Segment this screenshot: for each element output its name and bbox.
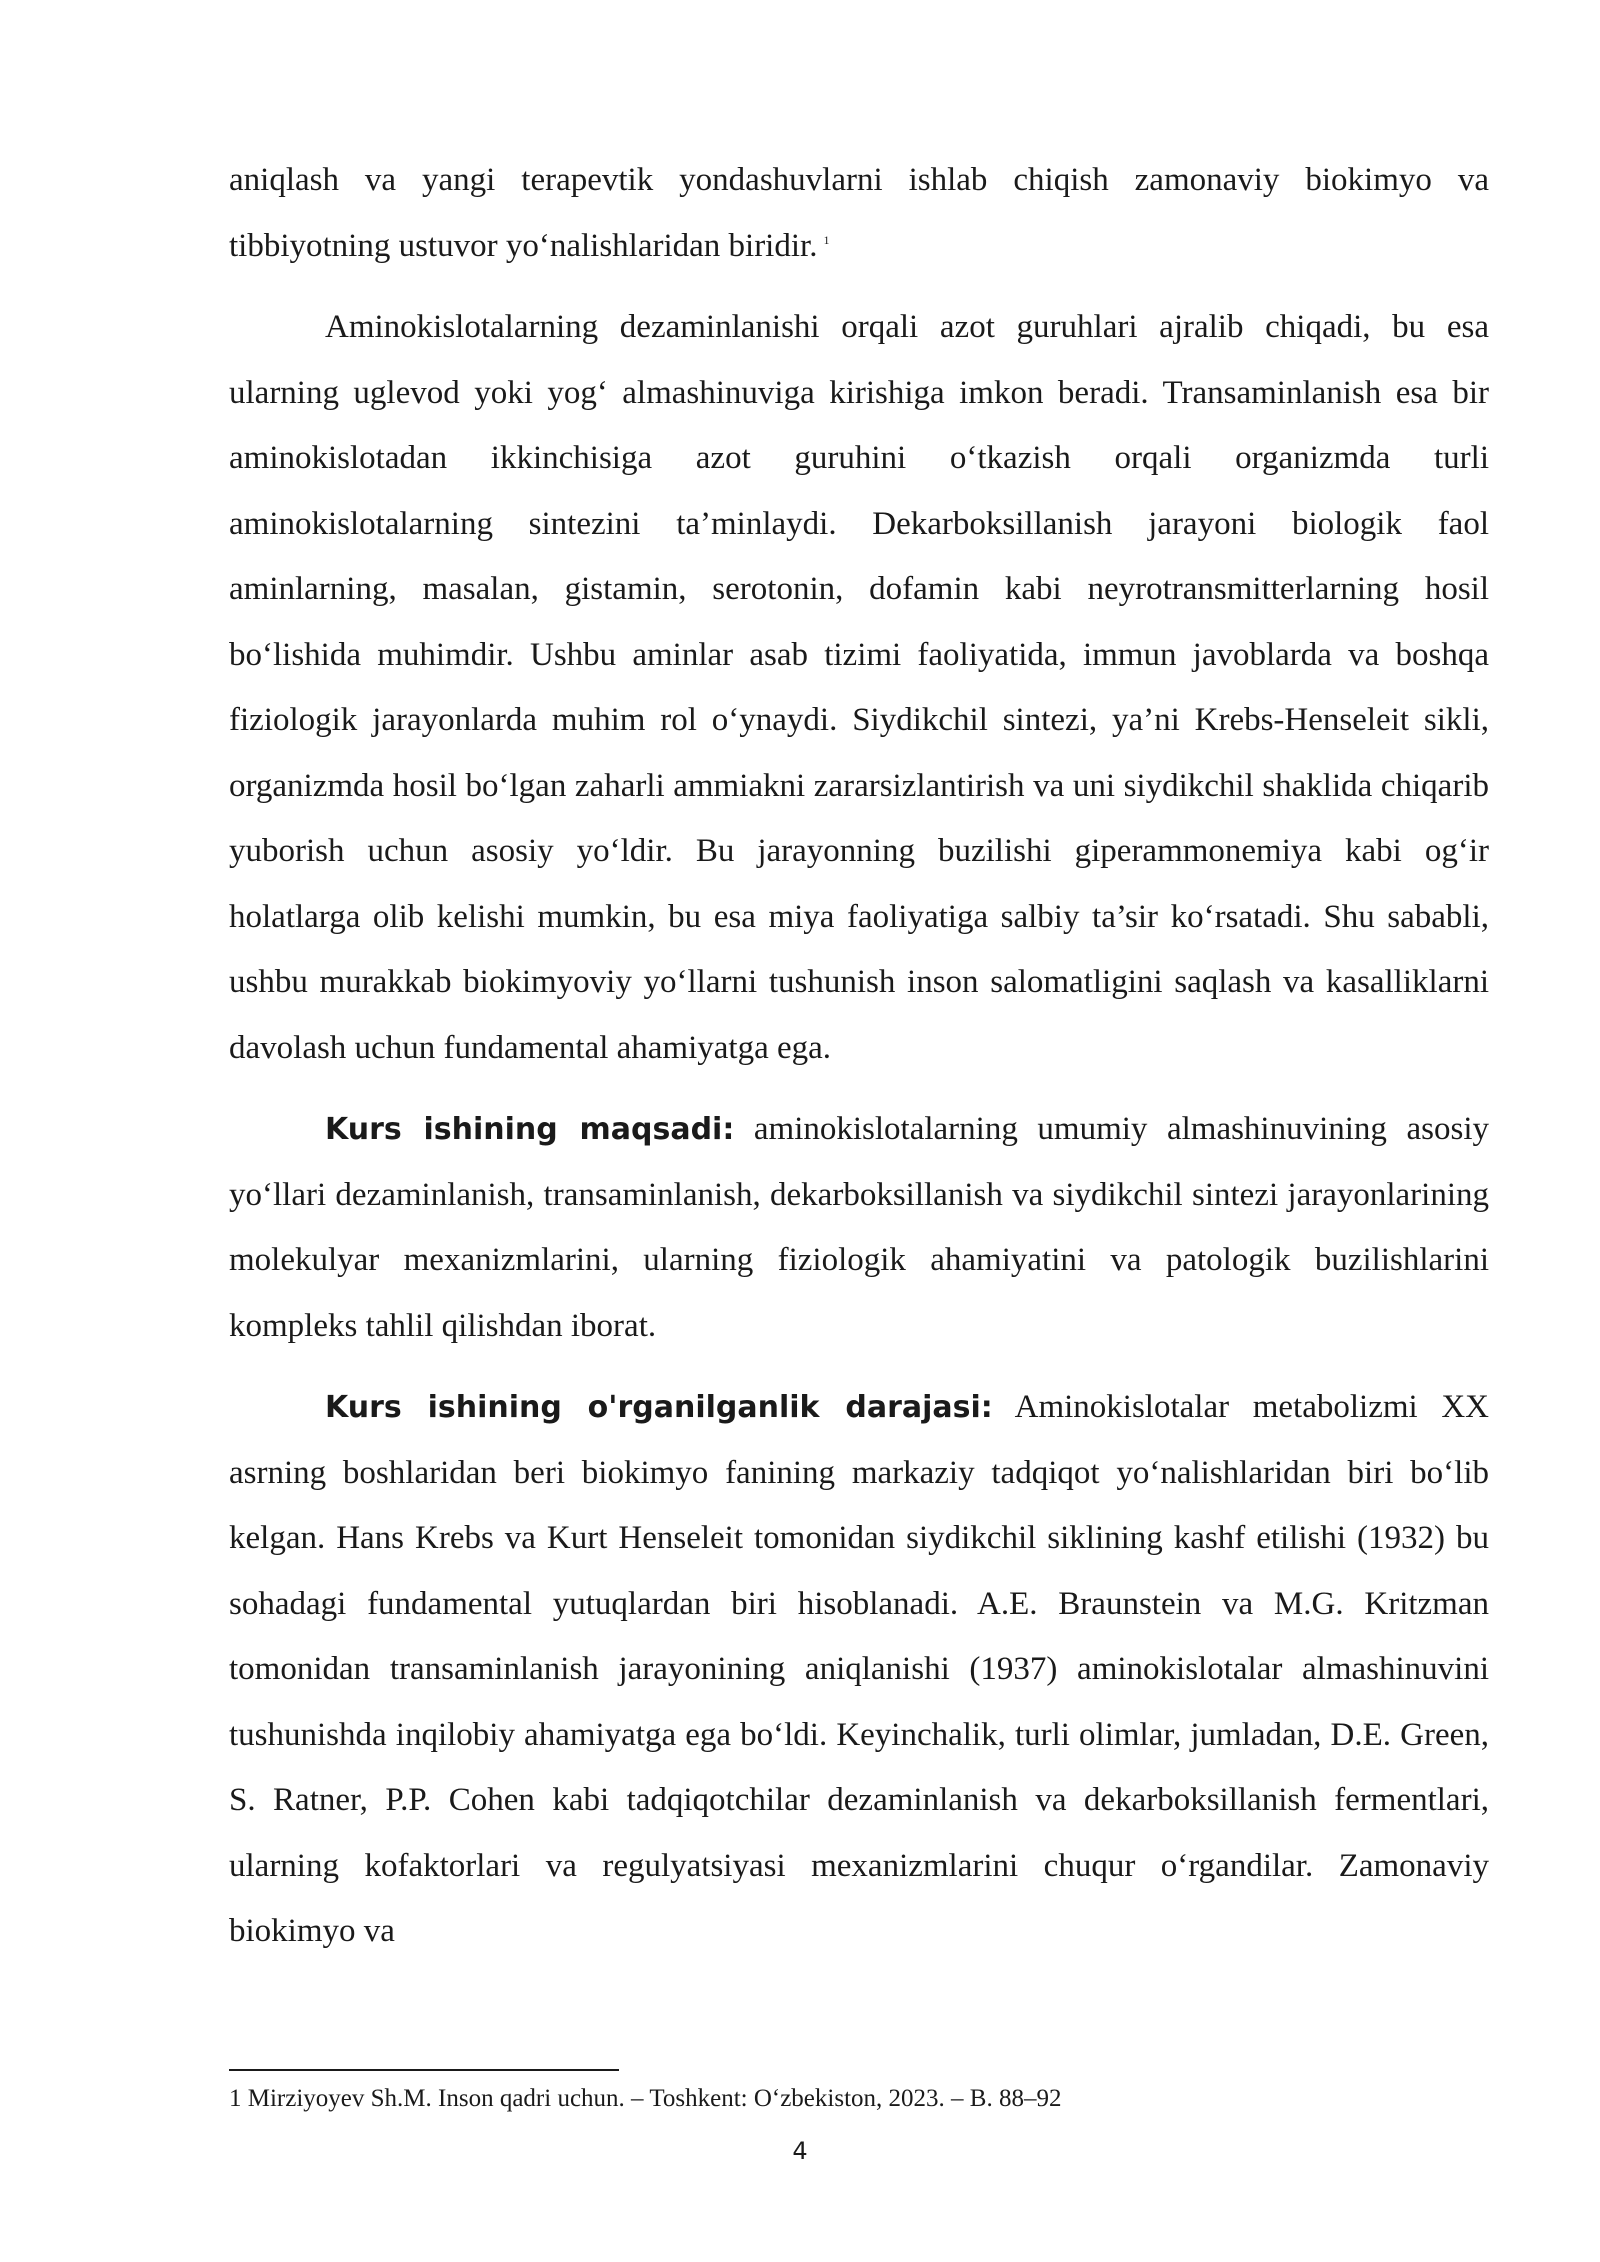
paragraph-lead-heading: Kurs ishining o'rganilganlik darajasi: xyxy=(325,1390,993,1425)
footnote-separator xyxy=(229,2069,619,2071)
paragraph-continuation xyxy=(229,148,1489,279)
paragraph-text: aniqlash va yangi terapevtik yondashuvlarni ishlab chiqish zamonaviy biokimyo va tibbiyotning ustuvor yo‘nalishlaridan biridir. xyxy=(229,162,1489,264)
paragraph-text: Aminokislotalar metabolizmi XX asrning boshlaridan beri biokimyo fanining markaziy tadqiqot yo‘nalishlaridan biri bo‘lib kelgan. Hans Krebs va Kurt Henseleit tomonidan siydikchil siklining kashf etilishi (1932) bu sohadagi fundamental yutuqlardan biri hisoblanadi. A.E. Braunstein va M.G. Kritzman tomonidan transaminlanish jarayonining aniqlanishi (1937) aminokislotalar almashinuvini tushunishda inqilobiy ahamiyatga ega bo‘ldi. Keyinchalik, turli olimlar, jumladan, D.E. Green, S. Ratner, P.P. Cohen kabi tadqiqotchilar dezaminlanish va dekarboksillanish fermentlari, ularning kofaktorlari va regulyatsiyasi mexanizmlarini chuqur o‘rgandilar. Zamonaviy biokimyo va xyxy=(229,1389,1490,1949)
paragraph-lead-heading: Kurs ishining maqsadi: xyxy=(325,1112,735,1147)
paragraph-course-goal xyxy=(229,1097,1489,1359)
footnote-reference[interactable]: 1 xyxy=(823,232,830,247)
paragraph-study-level xyxy=(229,1375,1489,1965)
footnote-text: Mirziyoyev Sh.M. Inson qadri uchun. – Toshkent: O‘zbekiston, 2023. – B. 88–92 xyxy=(247,2085,1062,2112)
page-body xyxy=(229,148,1489,1981)
page-number: 4 xyxy=(792,2137,808,2165)
paragraph-text: Aminokislotalarning dezaminlanishi orqali azot guruhlari ajralib chiqadi, bu esa ularning uglevod yoki yog‘ almashinuviga kirishiga imkon beradi. Transaminlanish esa bir aminokislotadan ikkinchisiga azot guruhini o‘tkazish orqali organizmda turli aminokislotalarning sintezini ta’minlaydi. Dekarboksillanish jarayoni biologik faol aminlarning, masalan, gistamin, serotonin, dofamin kabi neyrotransmitterlarning hosil bo‘lishida muhimdir. Ushbu aminlar asab tizimi faoliyatida, immun javoblarda va boshqa fiziologik jarayonlarda muhim rol o‘ynaydi. Siydikchil sintezi, ya’ni Krebs-Henseleit sikli, organizmda hosil bo‘lgan zaharli ammiakni zararsizlantirish va uni siydikchil shaklida chiqarib yuborish uchun asosiy yo‘ldir. Bu jarayonning buzilishi giperammonemiya kabi og‘ir holatlarga olib kelishi mumkin, bu esa miya faoliyatiga salbiy ta’sir ko‘rsatadi. Shu sababli, ushbu murakkab biokimyoviy yo‘llarni tushunish inson salomatligini saqlash va kasalliklarni davolash uchun fundamental ahamiyatga ega. xyxy=(229,309,1489,1066)
paragraph-text: aminokislotalarning umumiy almashinuvining asosiy yo‘llari dezaminlanish, transaminlanish, dekarboksillanish va siydikchil sintezi jarayonlarining molekulyar mexanizmlarini, ularning fiziologik ahamiyatini va patologik buzilishlarini kompleks tahlil qilishdan iborat. xyxy=(229,1111,1489,1344)
paragraph-metabolism-pathways xyxy=(229,295,1489,1081)
footnote-number: 1 xyxy=(229,2085,242,2112)
footnote xyxy=(229,2084,1489,2114)
